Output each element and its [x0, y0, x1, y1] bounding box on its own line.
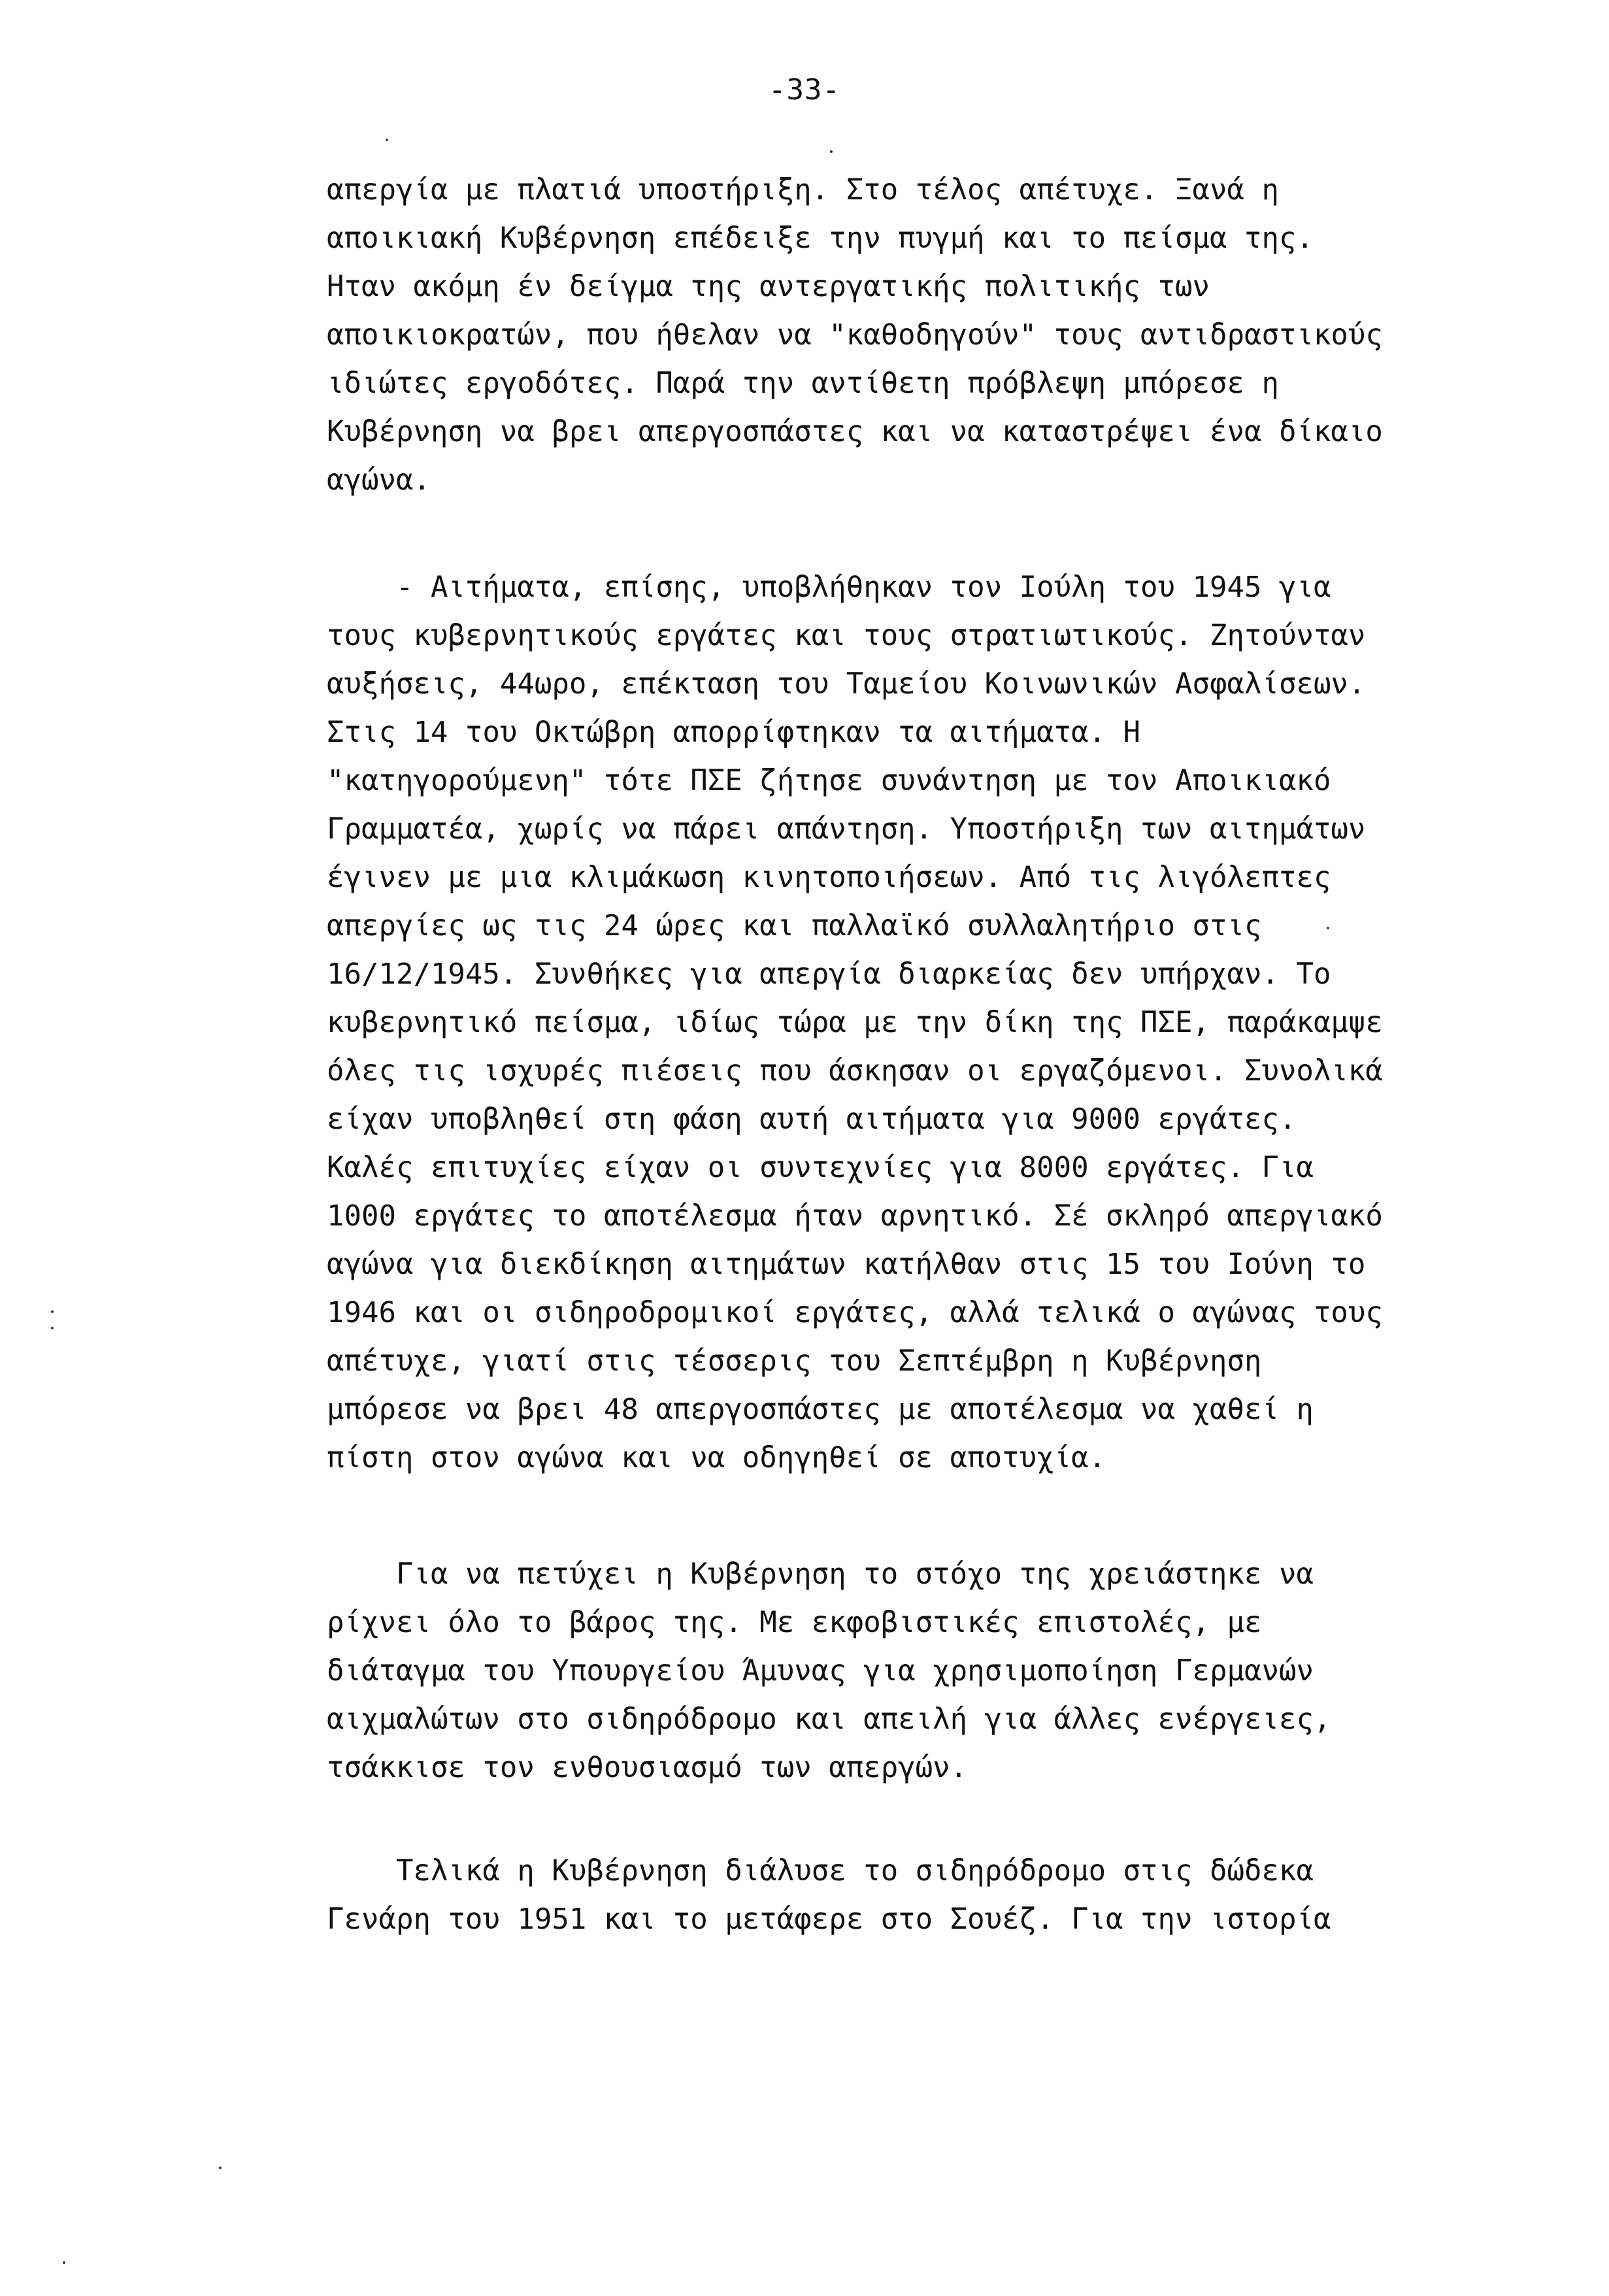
- text-line: αποικιοκρατών, που ήθελαν να "καθοδηγούν" τους αντιδραστικούς: [327, 318, 1383, 352]
- text-line: Γραμματέα, χωρίς να πάρει απάντηση. Υποστήριξη των αιτημάτων: [327, 812, 1366, 846]
- scan-speck: [219, 2167, 222, 2169]
- text-line: τους κυβερνητικούς εργάτες και τους στρατιωτικούς. Ζητούνταν: [327, 619, 1366, 652]
- text-line: απέτυχε, γιατί στις τέσσερις του Σεπτέμβρη η Κυβέρνηση: [327, 1344, 1262, 1378]
- text-line: διάταγμα του Υπουργείου Άμυνας για χρησιμοποίηση Γερμανών: [327, 1654, 1314, 1688]
- text-line: είχαν υποβληθεί στη φάση αυτή αιτήματα για 9000 εργάτες.: [327, 1103, 1297, 1136]
- text-line: πίστη στον αγώνα και να οδηγηθεί σε αποτυχία.: [327, 1441, 1106, 1474]
- text-line: 1946 και οι σιδηροδρομικοί εργάτες, αλλά τελικά ο αγώνας τους: [327, 1296, 1383, 1329]
- text-line: Για να πετύχει η Κυβέρνηση το στόχο της χρειάστηκε να: [327, 1557, 1314, 1591]
- scan-speck: [51, 1310, 54, 1313]
- text-line: κυβερνητικό πείσμα, ιδίως τώρα με την δίκη της ΠΣΕ, παράκαμψε: [327, 1006, 1383, 1039]
- scan-speck: [51, 1327, 54, 1329]
- text-line: Γενάρη του 1951 και το μετάφερε στο Σουέζ. Για την ιστορία: [327, 1903, 1331, 1936]
- text-line: τσάκκισε τον ενθουσιασμό των απεργών.: [327, 1751, 968, 1784]
- paragraph-3: [327, 1550, 1346, 1792]
- text-line: ιδιώτες εργοδότες. Παρά την αντίθετη πρόβλεψη μπόρεσε η: [327, 367, 1279, 400]
- scan-speck: [830, 150, 833, 153]
- text-line: "κατηγορούμενη" τότε ΠΣΕ ζήτησε συνάντηση με τον Αποικιακό: [327, 764, 1331, 797]
- text-line: όλες τις ισχυρές πιέσεις που άσκησαν οι εργαζόμενοι. Συνολικά: [327, 1054, 1383, 1088]
- text-line: - Αιτήματα, επίσης, υποβλήθηκαν τον Ιούλη του 1945 για: [327, 571, 1331, 604]
- text-line: αιχμαλώτων στο σιδηρόδρομο και απειλή για άλλες ενέργειες,: [327, 1703, 1331, 1736]
- text-line: Στις 14 του Οκτώβρη απορρίφτηκαν τα αιτήματα. Η: [327, 716, 1141, 749]
- text-line: αποικιακή Κυβέρνηση επέδειξε την πυγμή και το πείσμα της.: [327, 222, 1314, 255]
- scan-speck: [386, 139, 388, 141]
- text-line: Καλές επιτυχίες είχαν οι συντεχνίες για 8000 εργάτες. Για: [327, 1151, 1314, 1184]
- text-line: Κυβέρνηση να βρει απεργοσπάστες και να καταστρέψει ένα δίκαιο: [327, 415, 1383, 448]
- text-line: αυξήσεις, 44ωρο, επέκταση του Ταμείου Κοινωνικών Ασφαλίσεων.: [327, 667, 1366, 701]
- text-line: μπόρεσε να βρει 48 απεργοσπάστες με αποτέλεσμα να χαθεί η: [327, 1393, 1314, 1426]
- text-line: Τελικά η Κυβέρνηση διάλυσε το σιδηρόδρομο στις δώδεκα: [327, 1854, 1314, 1888]
- text-line: ρίχνει όλο το βάρος της. Με εκφοβιστικές επιστολές, με: [327, 1606, 1262, 1639]
- text-line: 16/12/1945. Συνθήκες για απεργία διαρκείας δεν υπήρχαν. Το: [327, 957, 1331, 991]
- page-number: -33-: [769, 73, 840, 107]
- text-line: Ηταν ακόμη έν δείγμα της αντεργατικής πολιτικής των: [327, 270, 1210, 303]
- text-line: αγώνα.: [327, 463, 431, 497]
- text-line: 1000 εργάτες το αποτέλεσμα ήταν αρνητικό. Σέ σκληρό απεργιακό: [327, 1199, 1383, 1233]
- paragraph-1: [327, 166, 1383, 505]
- paragraph-2: [327, 563, 1383, 1482]
- text-line: απεργίες ως τις 24 ώρες και παλλαϊκό συλλαλητήριο στις: [327, 909, 1262, 942]
- text-line: αγώνα για διεκδίκηση αιτημάτων κατήλθαν στις 15 του Ιούνη το: [327, 1248, 1366, 1281]
- paragraph-4: [327, 1847, 1346, 1944]
- text-line: έγινεν με μια κλιμάκωση κινητοποιήσεων. Από τις λιγόλεπτες: [327, 861, 1331, 894]
- text-line: απεργία με πλατιά υποστήριξη. Στο τέλος απέτυχε. Ξανά η: [327, 173, 1279, 207]
- scan-speck: [1327, 927, 1329, 929]
- scan-speck: [63, 2261, 65, 2264]
